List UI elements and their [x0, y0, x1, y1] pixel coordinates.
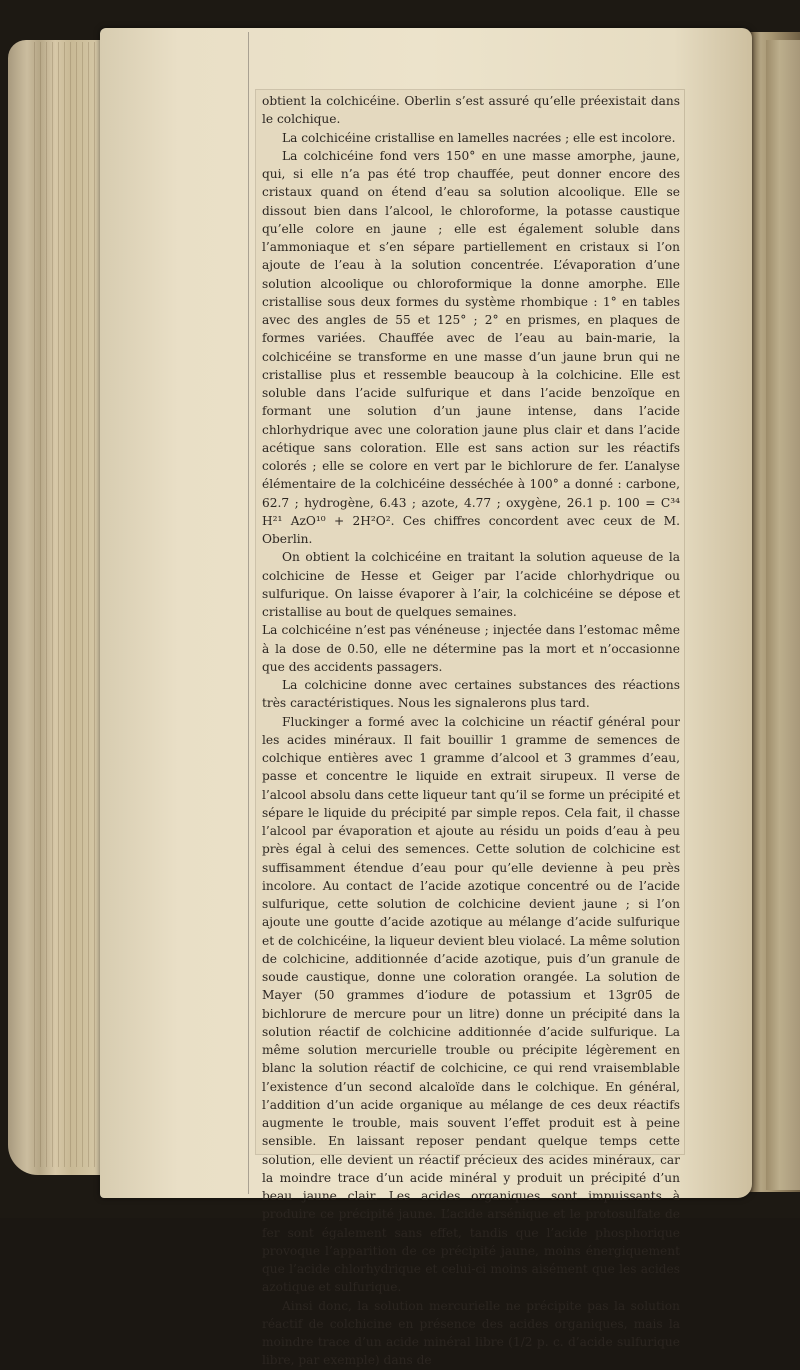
paragraph-7: Fluckinger a formé avec la colchicine un réactif général pour les acides minéraux. Il fait bouillir 1 gramme de semences de colchique entières avec 1 gramme d’alcool et 3 grammes d’eau, passe et concentre le liquide en extrait sirupeux. Il verse de l’alcool absolu dans cette liqueur tant qu’il se forme un précipité et sépare le liquide du précipité par simple repos. Cela fait, il chasse l’alcool par évaporation et ajoute au résidu un poids d’eau à peu près égal à celui des semences. Cette solution de colchicine est suffisamment étendue d’eau pour qu’elle devienne à peu près incolore. Au contact de l’acide azotique concentré ou de l’acide sulfurique, cette solution de colchicine devient jaune ; si l’on ajoute une goutte d’acide azotique au mélange d’acide sulfurique et de colchicéine, la liqueur devient bleu violacé. La même solution de colchicine, additionnée d’acide azotique, puis d’un granule de soude caustique, donne une coloration orangée. La solution de Mayer (50 grammes d’iodure de potassium et 13gr05 de bichlorure de mercure pour un litre) donne un précipité dans la solution réactif de colchicine additionnée d’acide sulfurique. La même solution mercurielle trouble ou précipite légèrement en blanc la solution réactif de colchicine, ce qui rend vraisemblable l’existence d’un second alcaloïde dans le colchique. En général, l’addition d’un acide organique au mélange de ces deux réactifs augmente le trouble, mais souvent l’effet produit est à peine sensible. En laissant reposer pendant quelque temps cette solution, elle devient un réactif précieux des acides minéraux, car la moindre trace d’un acide minéral y produit un précipité d’un beau jaune clair. Les acides organiques sont impuissants à produire ce précipité jaune. L’acide arsénique et le protosulfate de fer sont également sans effet, tandis que l’acide phosphorique provoque l’apparition de ce précipité jaune, moins énergiquement que l’acide chlorhydrique et celui-ci moins aisément que les acides azotique et sulfurique. — [262, 714, 680, 1295]
body-text — [262, 92, 680, 1370]
paragraph-5: La colchicéine n’est pas vénéneuse ; injectée dans l’estomac même à la dose de 0.50, elle ne détermine pas la mort et n’occasionne que des accidents passagers. — [262, 623, 680, 674]
margin-rule — [248, 32, 249, 1194]
paragraph-3: La colchicéine fond vers 150° en une masse amorphe, jaune, qui, si elle n’a pas été trop chauffée, peut donner encore des cristaux quand on étend d’eau sa solution alcoolique. Elle se dissout bien dans l’alcool, le chloroforme, la potasse caustique qu’elle colore en jaune ; elle est également soluble dans l’ammoniaque et s’en sépare partiellement en cristaux si l’on ajoute de l’eau à la solution concentrée. L’évaporation d’une solution alcoolique ou chloroformique la donne amorphe. Elle cristallise sous deux formes du système rhombique : 1° en tables avec des angles de 55 et 125° ; 2° en prismes, en plaques de formes variées. Chauffée avec de l’eau au bain-marie, la colchicéine se transforme en une masse d’un jaune brun qui ne cristallise plus et ressemble beaucoup à la colchicine. Elle est soluble dans l’acide sulfurique et dans l’acide benzoïque en formant une solution d’un jaune intense, dans l’acide chlorhydrique avec une coloration jaune plus clair et dans l’acide acétique sans coloration. Elle est sans action sur les réactifs colorés ; elle se colore en vert par le bichlorure de fer. L’analyse élémentaire de la colchicéine desséchée à 100° a donné : carbone, 62.7 ; hydrogène, 6.43 ; azote, 4.77 ; oxygène, 26.1 p. 100 = C³⁴ H²¹ AzO¹⁰ + 2H²O². Ces chiffres concordent avec ceux de M. Oberlin. — [262, 148, 680, 546]
paragraph-4: On obtient la colchicéine en traitant la solution aqueuse de la colchicine de Hesse et Geiger par l’acide chlorhydrique ou sulfurique. On laisse évaporer à l’air, la colchicéine se dépose et cristallise au bout de quelques semaines. — [262, 550, 680, 619]
paragraph-2: La colchicéine cristallise en lamelles nacrées ; elle est incolore. — [282, 130, 676, 145]
facing-page-edge-inner — [766, 40, 800, 1190]
paragraph-6: La colchicine donne avec certaines substances des réactions très caractéristiques. Nous les signalerons plus tard. — [262, 678, 680, 711]
paragraph-1: obtient la colchicéine. Oberlin s’est assuré qu’elle préexistait dans le colchique. — [262, 94, 680, 127]
page-edges — [34, 42, 104, 1167]
paragraph-8: Ainsi donc, la solution mercurielle ne précipite pas la solution réactif de colchicine en présence des acides organiques, mais la moindre trace d’un acide minéral libre (1/2 p. c. d’acide sulfurique libre, par exemple) dans de — [262, 1298, 680, 1368]
